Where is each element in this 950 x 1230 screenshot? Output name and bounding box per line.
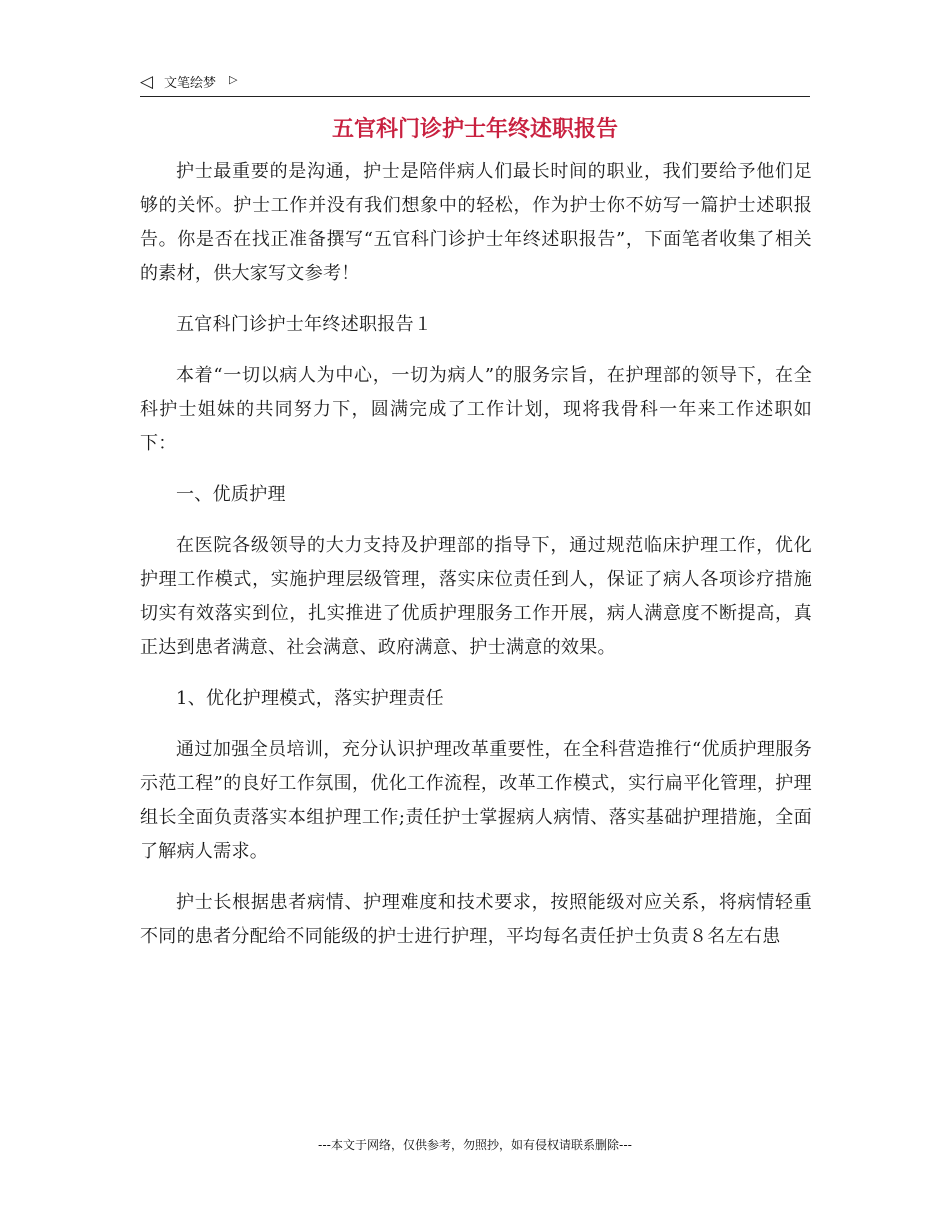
section-heading: 一、优质护理 [176,484,286,505]
page-footer: ---本文于网络，仅供参考，勿照抄，如有侵权请联系删除--- [318,1138,632,1152]
document-title: 五官科门诊护士年终述职报告 [331,117,618,142]
subsection-heading: 1、优化护理模式，落实护理责任 [176,688,444,709]
body-paragraph: 通过加强全员培训，充分认识护理改革重要性，在全科营造推行“优质护理服务示范工程”的良好工作氛围，优化工作流程，改革工作模式，实行扁平化管理，护理组长全面负责落实本组护理工作;责任护士掌握病人病情、落实基础护理措施，全面了解病人需求。 [140,739,812,862]
section-title: 五官科门诊护士年终述职报告１ [176,314,433,335]
brand-name: 文笔绘梦 [164,76,217,91]
left-triangle-icon: ◁ [140,72,154,92]
intro-paragraph: 护士最重要的是沟通，护士是陪伴病人们最长时间的职业，我们要给予他们足够的关怀。护士工作并没有我们想象中的轻松，作为护士你不妨写一篇护士述职报告。你是否在找正准备撰写“五官科门诊护士年终述职报告”，下面笔者收集了相关的素材，供大家写文参考！ [140,161,812,284]
body-paragraph: 在医院各级领导的大力支持及护理部的指导下，通过规范临床护理工作，优化护理工作模式，实施护理层级管理，落实床位责任到人，保证了病人各项诊疗措施切实有效落实到位，扎实推进了优质护理服务工作开展，病人满意度不断提高，真正达到患者满意、社会满意、政府满意、护士满意的效果。 [140,535,812,658]
page-header [140,70,810,97]
right-triangle-icon: ▷ [229,73,238,86]
document-body [140,155,812,971]
body-paragraph: 护士长根据患者病情、护理难度和技术要求，按照能级对应关系，将病情轻重不同的患者分配给不同能级的护士进行护理，平均每名责任护士负责８名左右患 [140,892,812,947]
body-paragraph: 本着“一切以病人为中心，一切为病人”的服务宗旨，在护理部的领导下，在全科护士姐妹的共同努力下，圆满完成了工作计划，现将我骨科一年来工作述职如下： [140,365,812,454]
